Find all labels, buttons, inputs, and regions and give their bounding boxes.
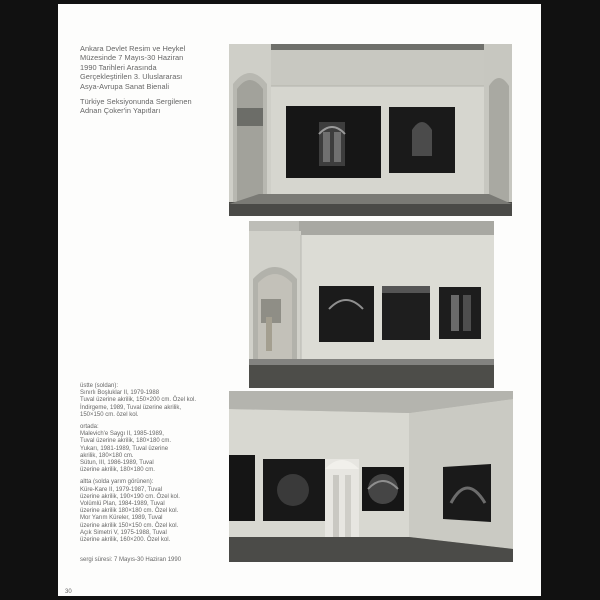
exhibition-subtitle <box>80 97 230 116</box>
title-line: 1990 Tarihleri Arasında <box>80 62 157 72</box>
caption-line: Açık Simetri V, 1975-1988, Tuval <box>80 529 167 536</box>
caption-line: üzerine akrilik, 190×190 cm. Özel kol. <box>80 493 180 500</box>
caption-line: altta (solda yarım görünen): <box>80 479 154 486</box>
caption-line: Küre-Kare II, 1979-1987, Tuval <box>80 486 163 493</box>
artwork-captions <box>80 383 230 549</box>
title-line: Ankara Devlet Resim ve Heykel <box>80 44 186 53</box>
caption-line: üzerine akrilik 180×180 cm. Özel kol. <box>80 508 179 515</box>
title-line: Gerçekleştirilen 3. Uluslararası <box>80 72 183 82</box>
caption-line: Tuval üzerine akrilik, 150×200 cm. Özel kol. <box>80 397 196 404</box>
caption-line: üzerine akrilik 150×150 cm. Özel kol. <box>80 522 179 529</box>
caption-line: İndirgeme, 1989, Tuval üzerine akrilik, <box>80 404 182 411</box>
gallery-photo-bottom <box>229 391 513 562</box>
caption-line: Sütun, III, 1986-1989, Tuval <box>80 460 154 467</box>
gallery-photo-top <box>229 44 512 216</box>
gallery-photo-top-image <box>229 44 512 216</box>
caption-line: Volümlü Plan, 1984-1989, Tuval <box>80 501 165 508</box>
scan-border-right <box>541 0 600 600</box>
caption-line: Mor Yarım Küreler, 1989, Tuval <box>80 515 163 522</box>
caption-line: üstte (soldan): <box>80 383 119 389</box>
gallery-photo-middle <box>249 221 494 388</box>
scan-border-top <box>0 0 600 4</box>
caption-line: Tuval üzerine akrilik, 180×180 cm. <box>80 438 171 445</box>
caption-line: akrilik, 180×180 cm. <box>80 452 134 459</box>
gallery-photo-bottom-image <box>229 391 513 562</box>
caption-block-middle <box>80 424 230 474</box>
exhibition-title <box>80 44 230 91</box>
gallery-photo-middle-image <box>249 221 494 388</box>
caption-line: 150×150 cm. özel kol. <box>80 411 139 418</box>
page-number: 30 <box>65 589 72 595</box>
caption-line: Malevich'e Saygı II, 1985-1989, <box>80 431 164 438</box>
caption-line: Yukarı, 1981-1989, Tuval üzerine <box>80 445 169 452</box>
exhibition-dates: sergi süresi: 7 Mayıs-30 Haziran 1990 <box>80 557 182 563</box>
caption-block-bottom <box>80 479 230 544</box>
caption-block-top <box>80 383 230 419</box>
caption-line: Sınırlı Boşluklar II, 1979-1988 <box>80 390 160 397</box>
caption-line: üzerine akrilik, 180×180 cm. <box>80 467 155 474</box>
subtitle-line: Türkiye Seksiyonunda Sergilenen <box>80 97 192 107</box>
subtitle-line: Adnan Çoker'in Yapıtları <box>80 106 161 116</box>
intro-text <box>80 44 230 122</box>
scan-border-bottom <box>0 596 600 600</box>
scan-border-left <box>0 0 58 600</box>
caption-line: üzerine akrilik, 160×200. Özel kol. <box>80 537 171 544</box>
title-line: Müzesinde 7 Mayıs-30 Haziran <box>80 53 184 63</box>
caption-line: ortada: <box>80 424 99 431</box>
title-line: Asya-Avrupa Sanat Bienali <box>80 81 170 91</box>
